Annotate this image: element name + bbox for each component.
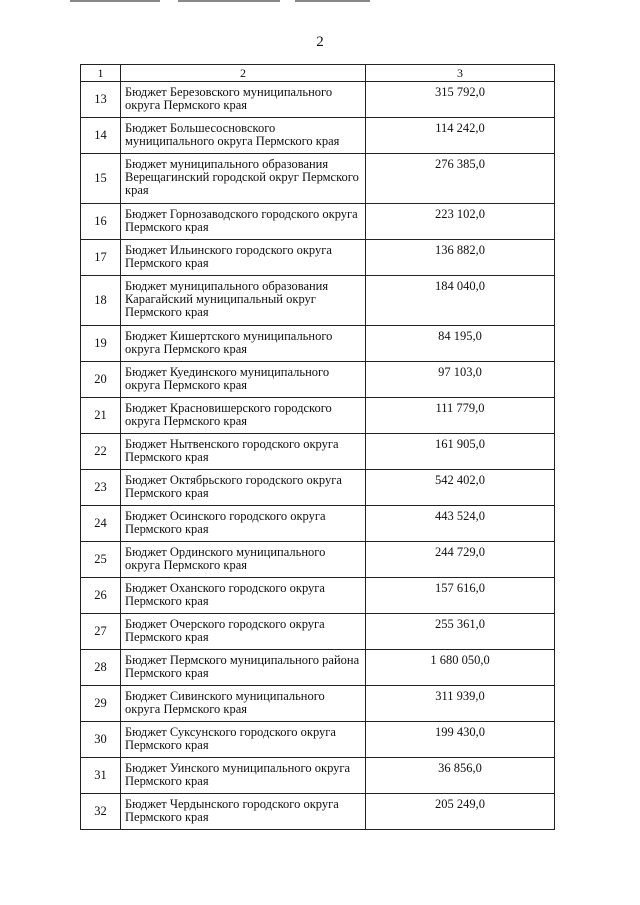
header-col-3: 3 xyxy=(366,65,555,82)
table-row xyxy=(81,722,555,758)
row-number: 13 xyxy=(81,82,121,118)
budget-amount: 199 430,0 xyxy=(366,722,555,758)
row-number: 32 xyxy=(81,794,121,830)
table-row xyxy=(81,276,555,326)
budget-name: Бюджет муниципального образования Верещагинский городской округ Пермского края xyxy=(121,154,366,204)
table-row xyxy=(81,204,555,240)
budget-name: Бюджет Сивинского муниципального округа Пермского края xyxy=(121,686,366,722)
row-number: 19 xyxy=(81,326,121,362)
header-col-2: 2 xyxy=(121,65,366,82)
row-number: 21 xyxy=(81,398,121,434)
budget-name: Бюджет Горнозаводского городского округа Пермского края xyxy=(121,204,366,240)
budget-name: Бюджет Кишертского муниципального округа Пермского края xyxy=(121,326,366,362)
budget-amount: 157 616,0 xyxy=(366,578,555,614)
table-row xyxy=(81,398,555,434)
page-number: 2 xyxy=(316,34,324,50)
table-row xyxy=(81,506,555,542)
budget-name: Бюджет Оханского городского округа Пермского края xyxy=(121,578,366,614)
budget-name: Бюджет Красновишерского городского округа Пермского края xyxy=(121,398,366,434)
budget-amount: 244 729,0 xyxy=(366,542,555,578)
table-row xyxy=(81,154,555,204)
row-number: 27 xyxy=(81,614,121,650)
budget-amount: 136 882,0 xyxy=(366,240,555,276)
row-number: 30 xyxy=(81,722,121,758)
table-row xyxy=(81,686,555,722)
budget-table-body xyxy=(81,65,555,830)
budget-amount: 223 102,0 xyxy=(366,204,555,240)
budget-amount: 311 939,0 xyxy=(366,686,555,722)
table-row xyxy=(81,758,555,794)
budget-amount: 84 195,0 xyxy=(366,326,555,362)
budget-amount: 1 680 050,0 xyxy=(366,650,555,686)
budget-amount: 36 856,0 xyxy=(366,758,555,794)
budget-amount: 161 905,0 xyxy=(366,434,555,470)
row-number: 22 xyxy=(81,434,121,470)
row-number: 17 xyxy=(81,240,121,276)
budget-amount: 205 249,0 xyxy=(366,794,555,830)
table-header-row xyxy=(81,65,555,82)
table-row xyxy=(81,614,555,650)
table-row xyxy=(81,118,555,154)
table-row xyxy=(81,650,555,686)
budget-amount: 184 040,0 xyxy=(366,276,555,326)
row-number: 25 xyxy=(81,542,121,578)
header-col-1: 1 xyxy=(81,65,121,82)
budget-name: Бюджет Ординского муниципального округа Пермского края xyxy=(121,542,366,578)
budget-table xyxy=(80,64,555,830)
table-row xyxy=(81,362,555,398)
row-number: 26 xyxy=(81,578,121,614)
budget-name: Бюджет Пермского муниципального района Пермского края xyxy=(121,650,366,686)
budget-name: Бюджет Чердынского городского округа Пермского края xyxy=(121,794,366,830)
budget-name: Бюджет Ильинского городского округа Пермского края xyxy=(121,240,366,276)
budget-amount: 443 524,0 xyxy=(366,506,555,542)
row-number: 23 xyxy=(81,470,121,506)
row-number: 29 xyxy=(81,686,121,722)
budget-name: Бюджет Очерского городского округа Пермского края xyxy=(121,614,366,650)
table-row xyxy=(81,240,555,276)
budget-amount: 315 792,0 xyxy=(366,82,555,118)
budget-name: Бюджет муниципального образования Карагайский муниципальный округ Пермского края xyxy=(121,276,366,326)
budget-name: Бюджет Березовского муниципального округа Пермского края xyxy=(121,82,366,118)
budget-name: Бюджет Уинского муниципального округа Пермского края xyxy=(121,758,366,794)
row-number: 14 xyxy=(81,118,121,154)
row-number: 20 xyxy=(81,362,121,398)
budget-amount: 276 385,0 xyxy=(366,154,555,204)
budget-amount: 111 779,0 xyxy=(366,398,555,434)
budget-name: Бюджет Осинского городского округа Пермского края xyxy=(121,506,366,542)
table-row xyxy=(81,434,555,470)
row-number: 28 xyxy=(81,650,121,686)
row-number: 24 xyxy=(81,506,121,542)
budget-name: Бюджет Октябрьского городского округа Пермского края xyxy=(121,470,366,506)
budget-name: Бюджет Большесосновского муниципального округа Пермского края xyxy=(121,118,366,154)
table-row xyxy=(81,82,555,118)
table-row xyxy=(81,326,555,362)
budget-name: Бюджет Куединского муниципального округа Пермского края xyxy=(121,362,366,398)
row-number: 18 xyxy=(81,276,121,326)
table-row xyxy=(81,578,555,614)
row-number: 31 xyxy=(81,758,121,794)
budget-amount: 97 103,0 xyxy=(366,362,555,398)
row-number: 16 xyxy=(81,204,121,240)
table-row xyxy=(81,542,555,578)
budget-name: Бюджет Нытвенского городского округа Пермского края xyxy=(121,434,366,470)
table-row xyxy=(81,794,555,830)
budget-amount: 114 242,0 xyxy=(366,118,555,154)
budget-amount: 255 361,0 xyxy=(366,614,555,650)
table-row xyxy=(81,470,555,506)
budget-name: Бюджет Суксунского городского округа Пермского края xyxy=(121,722,366,758)
row-number: 15 xyxy=(81,154,121,204)
budget-amount: 542 402,0 xyxy=(366,470,555,506)
scan-artifact-line xyxy=(70,0,370,2)
